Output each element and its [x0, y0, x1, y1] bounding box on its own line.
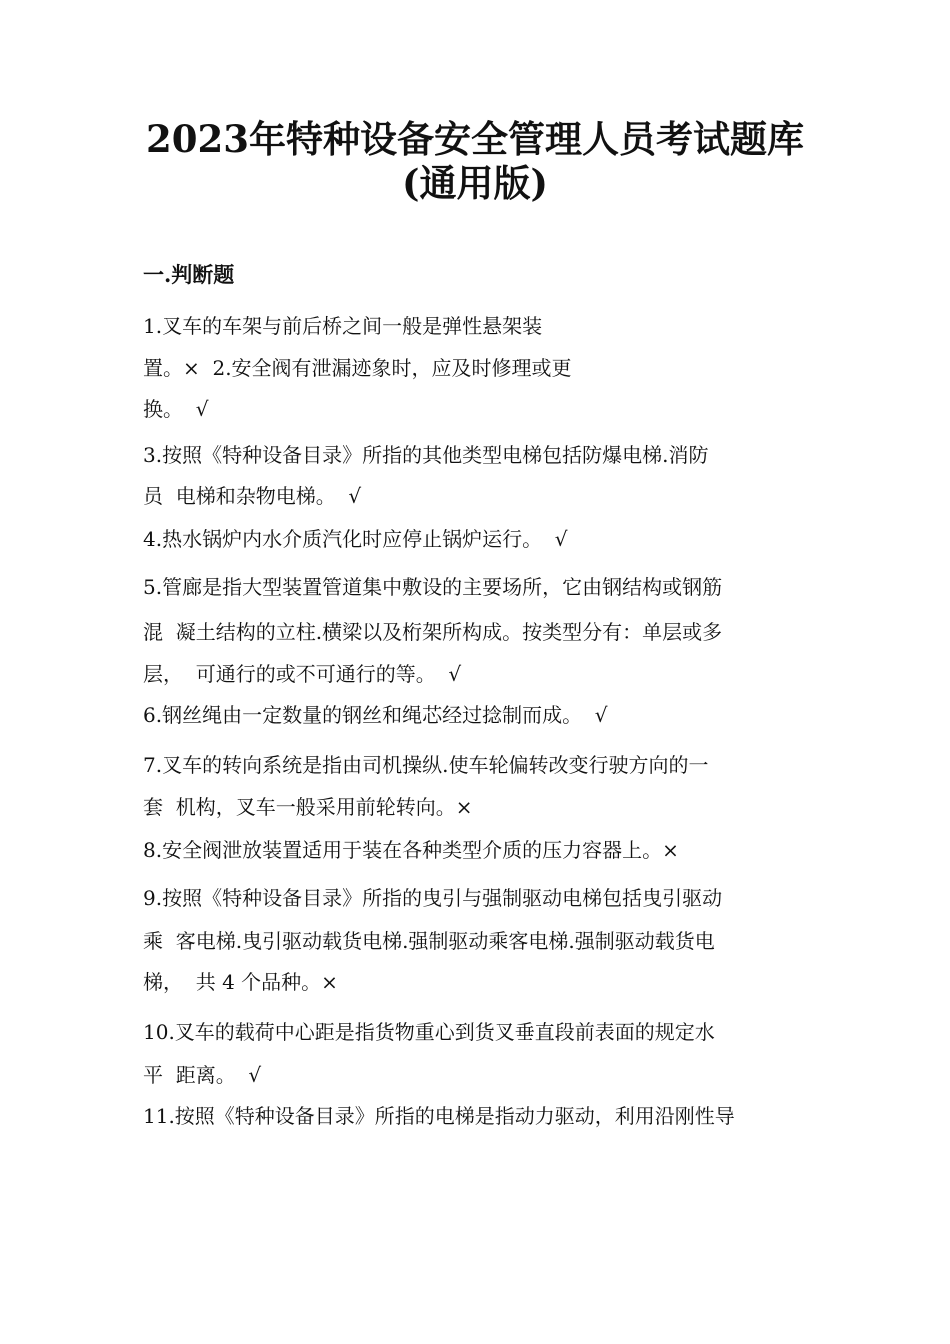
question-line: 套 机构，叉车一般采用前轮转向。× — [143, 795, 473, 819]
question-line: 混 凝土结构的立柱.横梁以及桁架所构成。按类型分有：单层或多 — [143, 620, 723, 644]
document-title: 2023年特种设备安全管理人员考试题库 — [146, 117, 804, 161]
question-line: 10.叉车的载荷中心距是指货物重心到货叉垂直段前表面的规定水 — [143, 1020, 715, 1044]
question-line: 梯， 共 4 个品种。× — [143, 970, 338, 994]
section-heading: 一.判断题 — [143, 262, 235, 287]
question-line: 4.热水锅炉内水介质汽化时应停止锅炉运行。 √ — [143, 527, 568, 551]
question-line: 9.按照《特种设备目录》所指的曳引与强制驱动电梯包括曳引驱动 — [143, 886, 723, 910]
question-line: 置。× 2.安全阀有泄漏迹象时，应及时修理或更 — [143, 356, 572, 380]
question-line: 平 距离。 √ — [143, 1063, 262, 1087]
question-line: 1.叉车的车架与前后桥之间一般是弹性悬架装 — [143, 314, 543, 338]
question-line: 6.钢丝绳由一定数量的钢丝和绳芯经过捻制而成。 √ — [143, 703, 608, 727]
question-line: 层， 可通行的或不可通行的等。 √ — [143, 662, 462, 686]
question-line: 11.按照《特种设备目录》所指的电梯是指动力驱动，利用沿刚性导 — [143, 1104, 735, 1128]
question-line: 5.管廊是指大型装置管道集中敷设的主要场所，它由钢结构或钢筋 — [143, 575, 723, 599]
question-line: 换。 √ — [143, 397, 209, 421]
question-line: 7.叉车的转向系统是指由司机操纵.使车轮偏转改变行驶方向的一 — [143, 753, 709, 777]
question-line: 8.安全阀泄放装置适用于装在各种类型介质的压力容器上。× — [143, 838, 679, 862]
document-title-subtitle: (通用版) — [401, 161, 548, 205]
question-line: 乘 客电梯.曳引驱动载货电梯.强制驱动乘客电梯.强制驱动载货电 — [143, 929, 715, 953]
question-line: 3.按照《特种设备目录》所指的其他类型电梯包括防爆电梯.消防 — [143, 443, 709, 467]
question-line: 员 电梯和杂物电梯。 √ — [143, 484, 362, 508]
